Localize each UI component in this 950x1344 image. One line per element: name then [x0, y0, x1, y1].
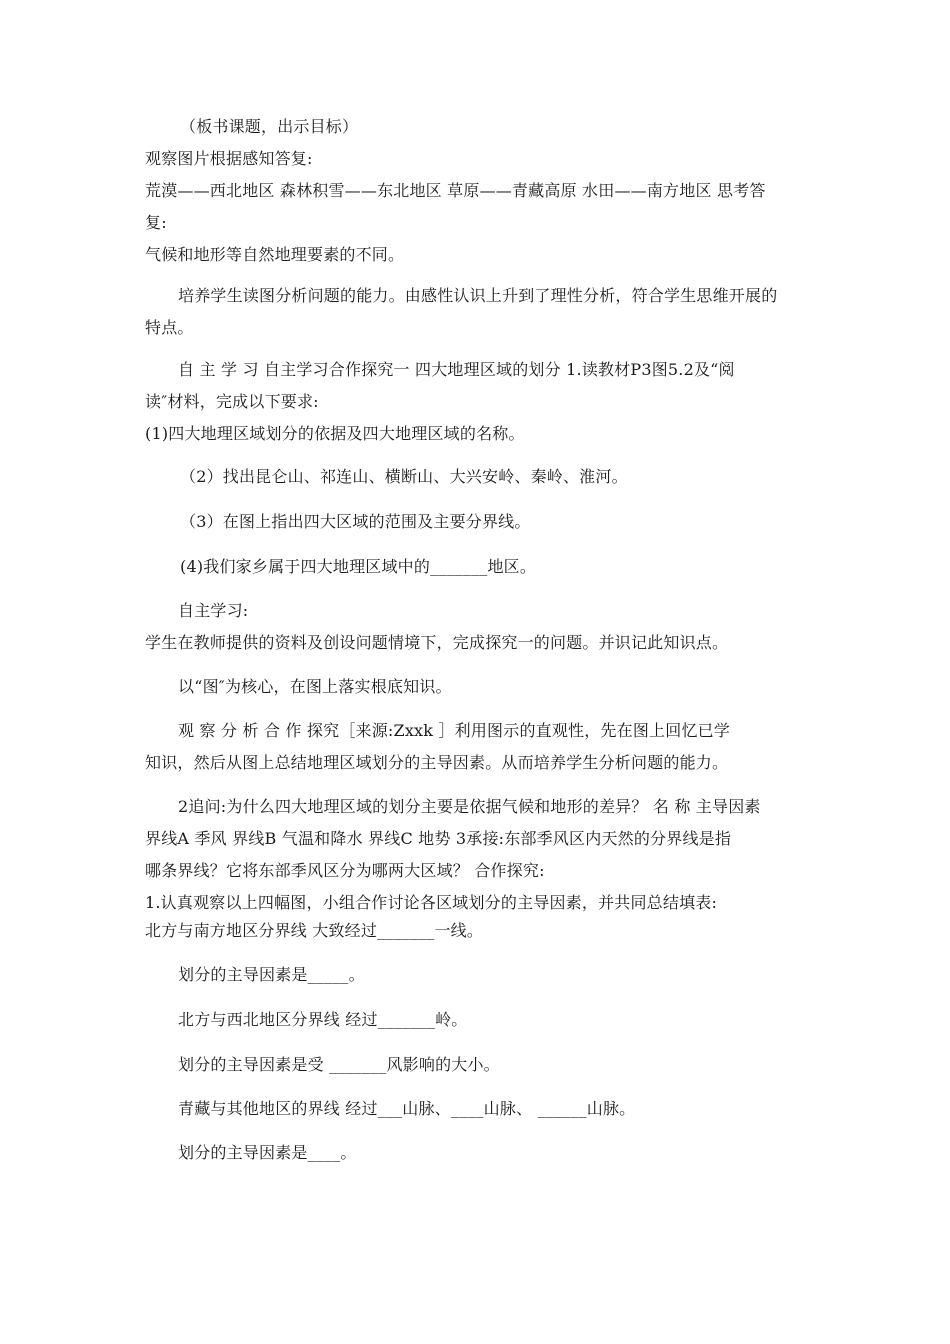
line-cultivate-ability: 培养学生读图分析问题的能力。由感性认识上升到了理性分析，符合学生思维开展的 — [178, 286, 778, 305]
line-north-northwest-boundary: 北方与西北地区分界线 经过_______岭。 — [178, 1010, 468, 1029]
line-follow-up-question: 2追问:为什么四大地理区域的划分主要是依据气候和地形的差异？ 名 称 主导因素 — [178, 797, 761, 816]
line-observe-analyze: 观 察 分 析 合 作 探究［来源:Zxxk ］利用图示的直观性，先在图上回忆已学 — [178, 721, 731, 740]
line-monsoon-question: 哪条界线？它将东部季风区分为哪两大区域？ 合作探究: — [145, 861, 545, 880]
line-characteristics: 特点。 — [145, 318, 194, 337]
line-factor-1: 划分的主导因素是_____。 — [178, 965, 365, 984]
line-task-3: （3）在图上指出四大区域的范围及主要分界线。 — [180, 512, 531, 531]
line-region-landscapes: 荒漠——西北地区 森林积雪——东北地区 草原——青藏高原 水田——南方地区 思考答 — [145, 181, 766, 200]
line-climate-terrain: 气候和地形等自然地理要素的不同。 — [145, 245, 405, 264]
line-self-study-heading: 自 主 学 习 自主学习合作探究一 四大地理区域的划分 1.读教材P3图5.2及“阅 — [178, 360, 735, 379]
line-north-south-boundary: 北方与南方地区分界线 大致经过_______一线。 — [145, 921, 484, 940]
line-task-2: （2）找出昆仑山、祁连山、横断山、大兴安岭、秦岭、淮河。 — [180, 467, 628, 486]
line-blackboard-title: （板书课题，出示目标） — [180, 117, 359, 136]
line-material-requirements: 读″材料，完成以下要求: — [145, 392, 319, 411]
line-boundaries-table: 界线A 季风 界线B 气温和降水 界线C 地势 3承接:东部季风区内天然的分界线是指 — [145, 829, 732, 848]
line-self-study-label: 自主学习: — [178, 601, 249, 620]
line-task-4: (4)我们家乡属于四大地理区域中的_______地区。 — [180, 557, 537, 576]
line-factor-2: 划分的主导因素是受 _______风影响的大小。 — [178, 1055, 500, 1074]
line-answer-label: 复: — [145, 213, 167, 232]
line-map-core: 以“图″为核心，在图上落实根底知识。 — [178, 677, 452, 696]
line-student-activity: 学生在教师提供的资料及创设问题情境下，完成探究一的问题。并识记此知识点。 — [145, 633, 729, 652]
line-factor-3: 划分的主导因素是____。 — [178, 1143, 357, 1162]
line-task-1: (1)四大地理区域划分的依据及四大地理区域的名称。 — [145, 424, 525, 443]
line-observe-answer: 观察图片根据感知答复: — [145, 149, 313, 168]
line-knowledge-summary: 知识，然后从图上总结地理区域划分的主导因素。从而培养学生分析问题的能力。 — [145, 753, 729, 772]
line-qingzang-boundary: 青藏与其他地区的界线 经过___山脉、____山脉、 ______山脉。 — [178, 1099, 636, 1118]
line-group-discussion: 1.认真观察以上四幅图，小组合作讨论各区域划分的主导因素，并共同总结填表: — [145, 893, 718, 912]
